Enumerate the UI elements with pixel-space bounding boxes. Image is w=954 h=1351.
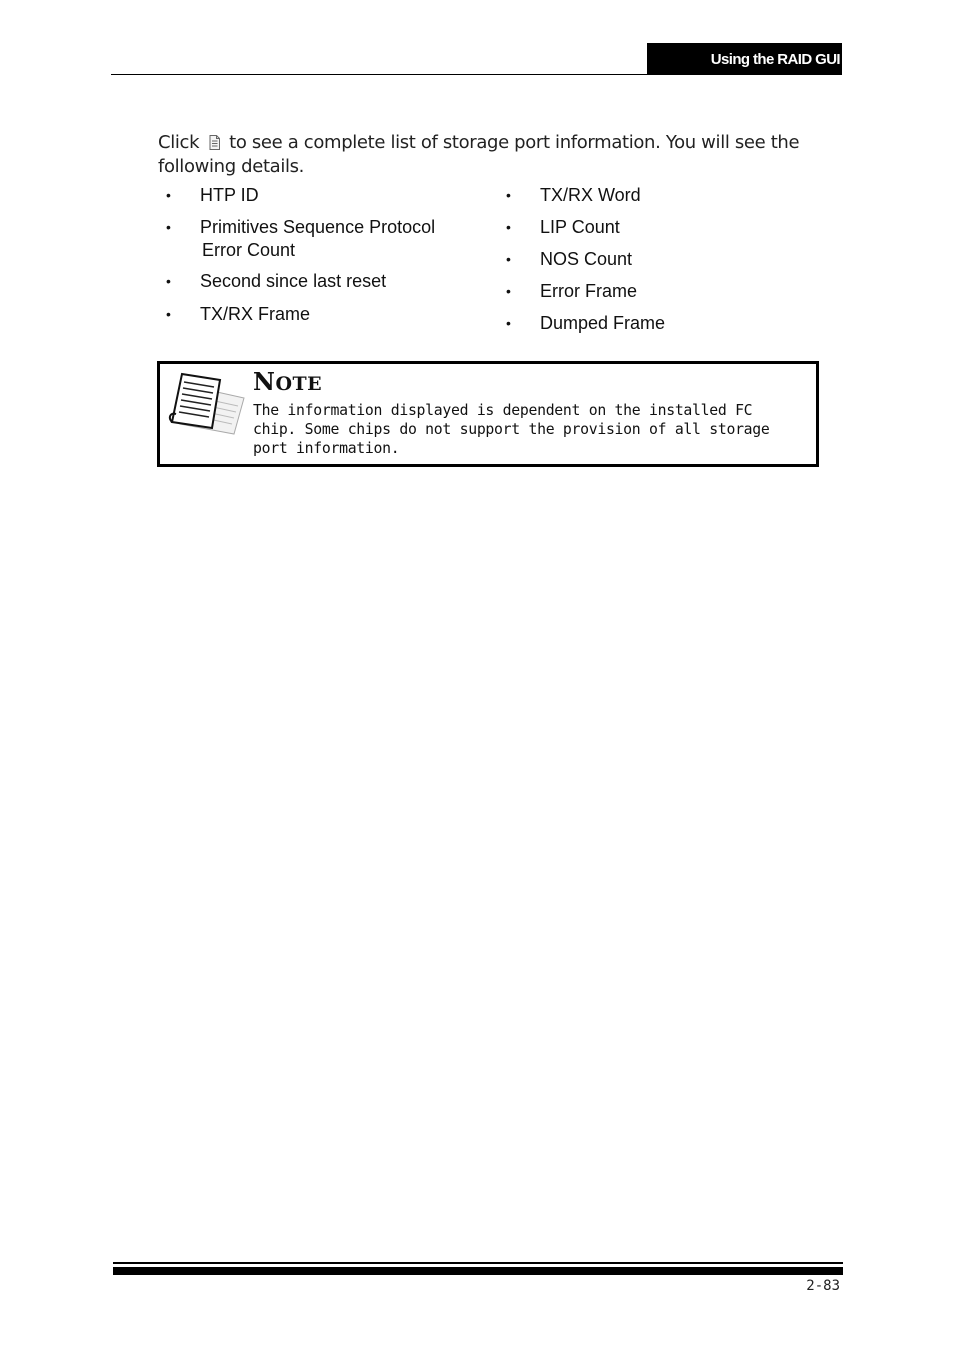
list-item [499, 184, 799, 207]
intro-description-text: to see a complete list of storage port information. You will see the following details. [158, 132, 800, 177]
list-item [499, 280, 799, 303]
bullet: • [506, 219, 511, 235]
list-item-label: NOS Count [540, 249, 633, 269]
bullet: • [506, 251, 511, 267]
list-item [159, 184, 489, 207]
intro-click-text: Click [158, 132, 200, 153]
bullet: • [506, 283, 511, 299]
bullet: • [166, 273, 171, 289]
list-item-label: LIP Count [540, 217, 620, 237]
list-item-label: HTP ID [200, 185, 259, 205]
section-header: Using the RAID GUI [647, 43, 842, 75]
note-title-initial: N [253, 367, 276, 396]
list-item [159, 303, 489, 326]
list-item [499, 248, 799, 271]
details-list-left [159, 184, 489, 326]
note-paper-icon [168, 372, 248, 436]
list-item [499, 216, 799, 239]
list-item-label: TX/RX Word [540, 185, 641, 205]
list-item-label: Second since last reset [200, 271, 387, 291]
bullet: • [506, 315, 511, 331]
list-item [159, 216, 489, 262]
list-item [499, 312, 799, 335]
document-icon[interactable] [209, 135, 220, 150]
list-item-label-continued: Error Count [202, 240, 296, 260]
note-box [157, 361, 819, 467]
note-title-rest: OTE [275, 373, 323, 395]
bullet: • [166, 187, 171, 203]
intro-paragraph [158, 131, 848, 179]
list-item-label: TX/RX Frame [200, 304, 311, 324]
header-rule [111, 74, 647, 75]
list-item-label: Error Frame [540, 281, 638, 301]
note-text: The information displayed is dependent on the installed FC chip. Some chips do not support the provision of all storage port information. [253, 402, 770, 457]
note-title [253, 367, 322, 396]
list-item [159, 270, 489, 293]
bullet: • [166, 306, 171, 322]
details-list-right [499, 184, 799, 335]
list-item-label: Dumped Frame [540, 313, 666, 333]
bullet: • [166, 219, 171, 235]
footer-rule-thick [113, 1267, 843, 1275]
list-item-label: Primitives Sequence Protocol [200, 217, 436, 237]
bullet: • [506, 187, 511, 203]
footer-rule-thin [113, 1262, 843, 1264]
page-number: 2-83 [806, 1278, 840, 1294]
